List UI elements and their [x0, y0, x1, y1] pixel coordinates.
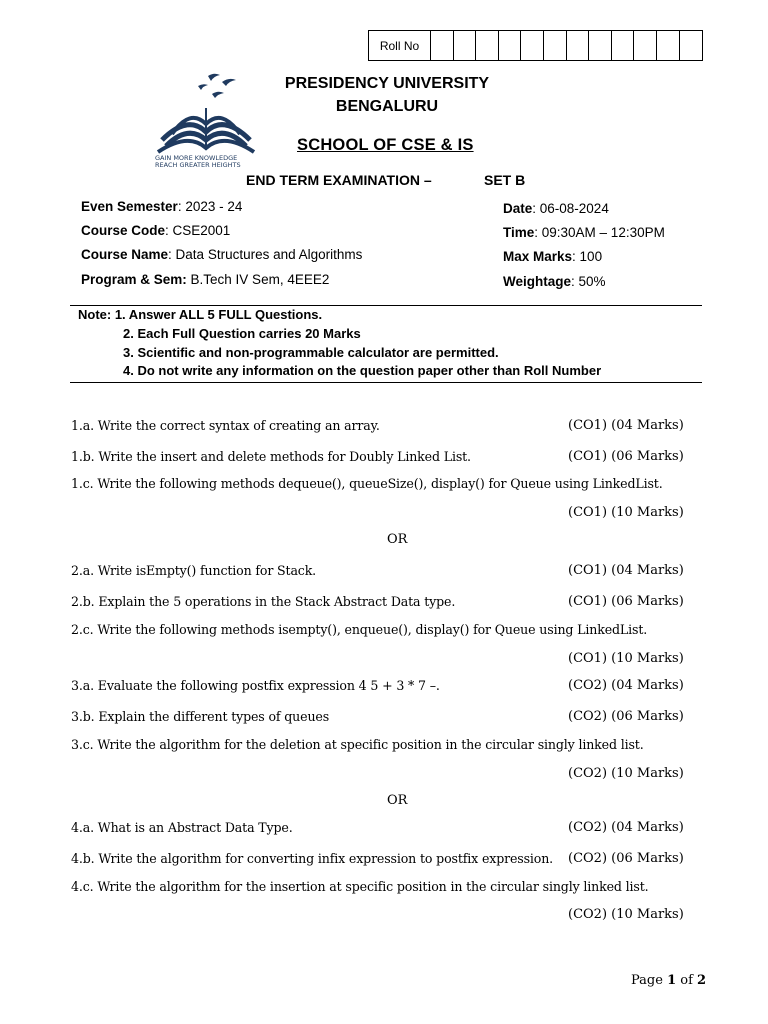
question-3b-marks: (CO2) (06 Marks) — [568, 709, 684, 724]
question-1a-marks: (CO1) (04 Marks) — [568, 418, 684, 433]
meta-max-marks: Max Marks: 100 — [503, 249, 603, 264]
roll-number-cell — [680, 31, 703, 60]
question-1c: 1.c. Write the following methods dequeue(), queueSize(), display() for Queue using LinkedList. — [71, 476, 663, 491]
question-1a: 1.a. Write the correct syntax of creating an array. — [71, 418, 380, 433]
or-separator: OR — [387, 793, 408, 808]
meta-program-sem: Program & Sem: B.Tech IV Sem, 4EEE2 — [81, 272, 330, 287]
or-separator: OR — [387, 532, 408, 547]
exam-title: END TERM EXAMINATION – — [246, 172, 432, 188]
roll-number-cell — [589, 31, 612, 60]
question-4c: 4.c. Write the algorithm for the insertion at specific position in the circular singly linked list. — [71, 879, 649, 894]
question-1b: 1.b. Write the insert and delete methods for Doubly Linked List. — [71, 449, 471, 464]
question-3a: 3.a. Evaluate the following postfix expression 4 5 + 3 * 7 –. — [71, 678, 440, 693]
roll-number-cell — [567, 31, 590, 60]
note-line-4: 4. Do not write any information on the question paper other than Roll Number — [123, 363, 602, 378]
question-2b-marks: (CO1) (06 Marks) — [568, 594, 684, 609]
roll-number-cell — [544, 31, 567, 60]
roll-number-cell — [476, 31, 499, 60]
note-bottom-rule — [70, 382, 702, 383]
question-2b: 2.b. Explain the 5 operations in the Stack Abstract Data type. — [71, 594, 456, 609]
question-3b: 3.b. Explain the different types of queues — [71, 709, 330, 724]
note-line-3: 3. Scientific and non-programmable calculator are permitted. — [123, 345, 499, 360]
meta-course-name: Course Name: Data Structures and Algorithms — [81, 247, 363, 262]
question-2c-marks: (CO1) (10 Marks) — [568, 651, 684, 666]
question-4c-marks: (CO2) (10 Marks) — [568, 907, 684, 922]
meta-course-code: Course Code: CSE2001 — [81, 223, 231, 238]
roll-number-box — [368, 30, 703, 61]
logo-text-line2: REACH GREATER HEIGHTS — [155, 161, 241, 169]
question-3a-marks: (CO2) (04 Marks) — [568, 678, 684, 693]
university-city: BENGALURU — [335, 98, 439, 115]
question-4a: 4.a. What is an Abstract Data Type. — [71, 820, 293, 835]
meta-time: Time: 09:30AM – 12:30PM — [503, 225, 665, 240]
note-top-rule — [70, 305, 702, 306]
meta-date: Date: 06-08-2024 — [503, 201, 609, 216]
roll-number-cell — [521, 31, 544, 60]
question-4b-marks: (CO2) (06 Marks) — [568, 851, 684, 866]
roll-number-cell — [454, 31, 477, 60]
roll-number-cell — [634, 31, 657, 60]
roll-number-cell — [657, 31, 680, 60]
question-1c-marks: (CO1) (10 Marks) — [568, 505, 684, 520]
page-number: Page 1 of 2 — [631, 973, 707, 988]
exam-set: SET B — [484, 172, 526, 188]
school-name: SCHOOL OF CSE & IS — [297, 136, 474, 154]
roll-number-label: Roll No — [369, 31, 431, 60]
meta-weightage: Weightage: 50% — [503, 274, 606, 289]
question-4b: 4.b. Write the algorithm for converting infix expression to postfix expression. — [71, 851, 554, 866]
roll-number-cell — [612, 31, 635, 60]
university-name: PRESIDENCY UNIVERSITY — [284, 75, 490, 92]
logo-text-line1: GAIN MORE KNOWLEDGE — [155, 154, 238, 162]
question-2a-marks: (CO1) (04 Marks) — [568, 563, 684, 578]
question-3c-marks: (CO2) (10 Marks) — [568, 766, 684, 781]
question-3c: 3.c. Write the algorithm for the deletion at specific position in the circular singly linked list. — [71, 737, 644, 752]
note-line-2: 2. Each Full Question carries 20 Marks — [123, 326, 361, 341]
note-line-1: Note: 1. Answer ALL 5 FULL Questions. — [78, 307, 323, 322]
meta-semester: Even Semester: 2023 - 24 — [81, 199, 243, 214]
roll-number-cell — [431, 31, 454, 60]
question-2a: 2.a. Write isEmpty() function for Stack. — [71, 563, 317, 578]
question-2c: 2.c. Write the following methods isempty(), enqueue(), display() for Queue using LinkedList. — [71, 622, 648, 637]
question-4a-marks: (CO2) (04 Marks) — [568, 820, 684, 835]
question-1b-marks: (CO1) (06 Marks) — [568, 449, 684, 464]
roll-number-cell — [499, 31, 522, 60]
